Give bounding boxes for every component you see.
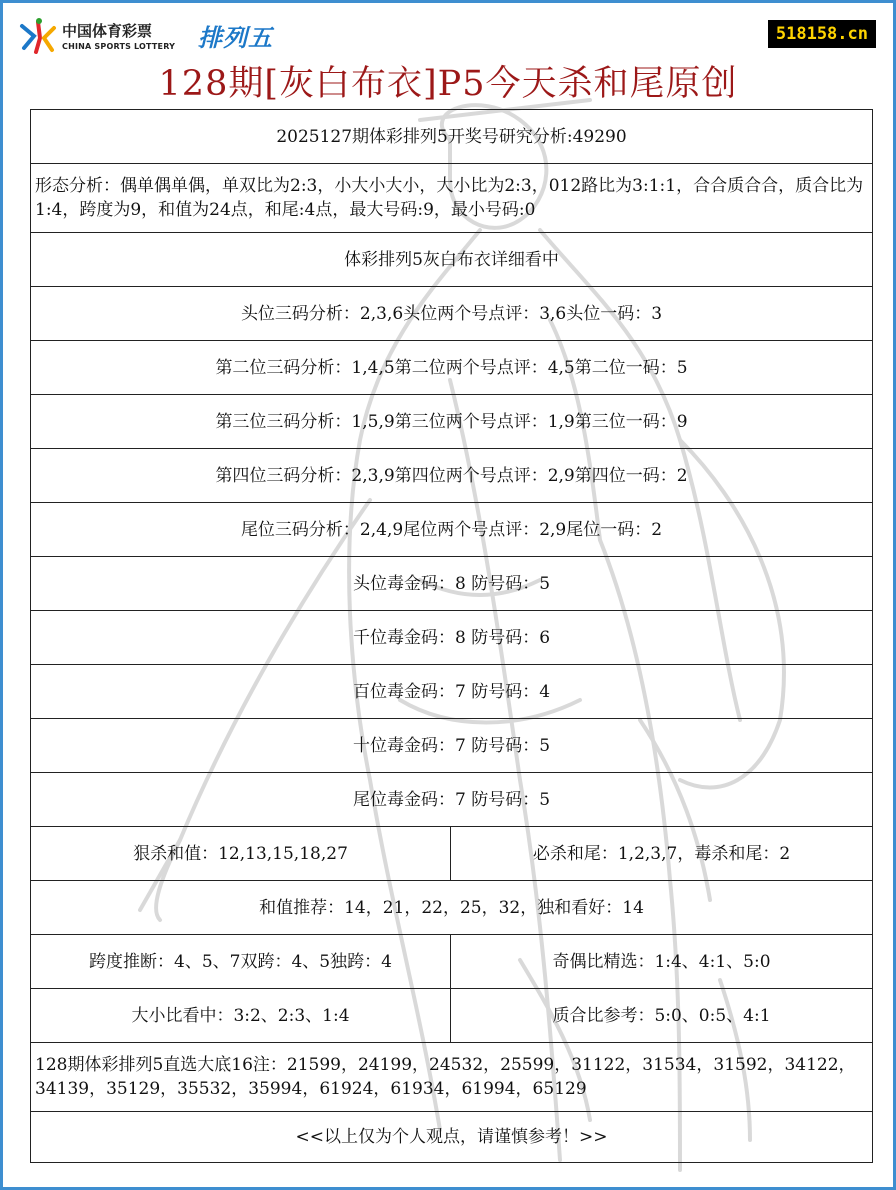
tens-gold-code-cell: 十位毒金码：7 防号码：5 — [31, 719, 873, 773]
site-badge[interactable]: 518158.cn — [768, 20, 876, 48]
sum-recommend-cell: 和值推荐：14，21，22，25，32，独和看好：14 — [31, 881, 873, 935]
table-row — [31, 881, 873, 935]
direct-selection-cell: 128期体彩排列5直选大底16注：21599，24199，24532，25599，31122，31534，31592，34122，34139，35129，35532，35994，61924，61934，61994，65129 — [31, 1043, 873, 1112]
odd-even-ratio-cell: 奇偶比精选：1:4、4:1、5:0 — [451, 935, 873, 989]
table-row — [31, 827, 873, 881]
table-row — [31, 989, 873, 1043]
page-title: 128期[灰白布衣]P5今天杀和尾原创 — [158, 64, 738, 104]
lottery-star-icon — [18, 18, 58, 54]
kill-sum-tail-cell: 必杀和尾：1,2,3,7，毒杀和尾：2 — [451, 827, 873, 881]
section-heading-cell: 体彩排列5灰白布衣详细看中 — [31, 233, 873, 287]
table-row — [31, 773, 873, 827]
prime-composite-ratio-cell: 质合比参考：5:0、0:5、4:1 — [451, 989, 873, 1043]
disclaimer-cell: <<以上仅为个人观点，请谨慎参考！>> — [31, 1112, 873, 1163]
table-row — [31, 341, 873, 395]
table-row — [31, 935, 873, 989]
analysis-table — [30, 109, 873, 1163]
position-1-analysis-cell: 头位三码分析：2,3,6头位两个号点评：3,6头位一码：3 — [31, 287, 873, 341]
table-row — [31, 557, 873, 611]
head-gold-code-cell: 头位毒金码：8 防号码：5 — [31, 557, 873, 611]
table-row — [31, 503, 873, 557]
logo-game-name: 排列五 — [198, 24, 273, 52]
position-4-analysis-cell: 第四位三码分析：2,3,9第四位两个号点评：2,9第四位一码：2 — [31, 449, 873, 503]
position-5-analysis-cell: 尾位三码分析：2,4,9尾位两个号点评：2,9尾位一码：2 — [31, 503, 873, 557]
china-sports-lottery-logo — [18, 16, 278, 56]
table-row — [31, 1112, 873, 1163]
table-row — [31, 449, 873, 503]
logo-english-text: CHINA SPORTS LOTTERY — [62, 42, 176, 51]
table-row — [31, 395, 873, 449]
position-2-analysis-cell: 第二位三码分析：1,4,5第二位两个号点评：4,5第二位一码：5 — [31, 341, 873, 395]
thousands-gold-code-cell: 千位毒金码：8 防号码：6 — [31, 611, 873, 665]
table-row — [31, 164, 873, 233]
pattern-analysis-cell: 形态分析：偶单偶单偶，单双比为2:3，小大小大小，大小比为2:3，012路比为3:1:1，合合质合合，质合比为1:4，跨度为9，和值为24点，和尾:4点，最大号码:9，最小号码:0 — [31, 164, 873, 233]
logo-chinese-text: 中国体育彩票 — [62, 22, 153, 40]
table-row — [31, 233, 873, 287]
draw-result-cell: 2025127期体彩排列5开奖号研究分析:49290 — [31, 110, 873, 164]
table-row — [31, 719, 873, 773]
hundreds-gold-code-cell: 百位毒金码：7 防号码：4 — [31, 665, 873, 719]
table-row — [31, 1043, 873, 1112]
table-row — [31, 287, 873, 341]
table-row — [31, 611, 873, 665]
table-row — [31, 665, 873, 719]
table-row — [31, 110, 873, 164]
kill-sum-cell: 狠杀和值：12,13,15,18,27 — [31, 827, 451, 881]
size-ratio-cell: 大小比看中：3:2、2:3、1:4 — [31, 989, 451, 1043]
span-cell: 跨度推断：4、5、7双跨：4、5独跨：4 — [31, 935, 451, 989]
position-3-analysis-cell: 第三位三码分析：1,5,9第三位两个号点评：1,9第三位一码：9 — [31, 395, 873, 449]
tail-gold-code-cell: 尾位毒金码：7 防号码：5 — [31, 773, 873, 827]
